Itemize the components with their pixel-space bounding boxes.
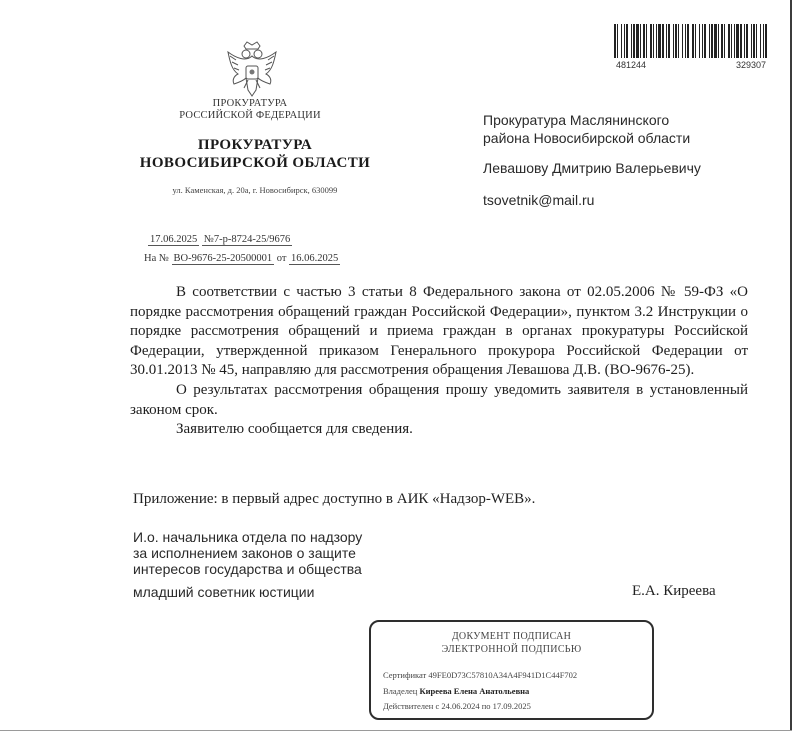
coat-of-arms-icon [224,40,280,100]
barcode-bar [650,24,652,58]
barcode-bar [702,24,703,58]
reference-line [144,253,340,264]
org-name-small-line2: РОССИЙСКОЙ ФЕДЕРАЦИИ [179,110,321,121]
barcode-bar [682,24,683,58]
barcode-bar [633,24,635,58]
attachment-note: Приложение: в первый адрес доступно в АИК «Надзор-WEB». [133,491,536,507]
barcode-bar [695,24,696,58]
registration-date: 17.06.2025 [150,234,198,245]
stamp-owner-value: Киреева Елена Анатольевна [419,686,530,696]
signer-position-line2: за исполнением законов о защите [133,545,356,561]
barcode-bar [760,24,761,58]
barcode-bar [662,24,664,58]
body-paragraph-2: О результатах рассмотрения обращения прошу уведомить заявителя в установленный законом срок. [130,381,748,418]
barcode-bar [673,24,674,58]
stamp-owner-label: Владелец [383,686,418,696]
barcode-bar [653,24,654,58]
barcode-bar [734,24,735,58]
barcode-bar [643,24,645,58]
barcode-bar [617,24,618,58]
stamp-header [371,630,652,656]
barcode-bar [621,24,622,58]
barcode-bar [765,24,767,58]
stamp-certificate-label: Сертификат [383,670,427,680]
barcode-bar [711,24,713,58]
barcode-bar [709,24,710,58]
addressee-email: tsovetnik@mail.ru [483,192,595,208]
barcode-left-number: 481244 [616,60,647,70]
stamp-owner [383,686,529,696]
signer-position-line3: интересов государства и общества [133,561,362,577]
org-name-small-line1: ПРОКУРАТУРА [212,98,288,109]
barcode-bar [763,24,764,58]
org-name-line2: НОВОСИБИРСКОЙ ОБЛАСТИ [139,155,371,171]
barcode-bar [614,24,616,58]
barcode-bar [640,24,641,58]
barcode-bar [626,24,628,58]
barcode-bar [624,24,625,58]
body-paragraph-1: В соответствии с частью 3 статьи 8 Федерального закона от 02.05.2006 № 59-ФЗ «О порядке рассмотрения обращений граждан Российской Федерации», пунктом 3.2 Инструкции о порядке рассмотрения обращений и приема граждан в органах прокуратуры Российской Федерации, утвержденной приказом Генерального прокурора Российской Федерации от 30.01.2013 № 45, направляю для рассмотрения обращения Левашова Д.В. (ВО-9676-25). [130,284,748,379]
signer-rank: младший советник юстиции [133,584,315,600]
barcode-numbers [616,60,766,70]
addressee-line2: района Новосибирской области [483,130,691,146]
barcode-bar [656,24,657,58]
addressee-name: Левашову Дмитрию Валерьевичу [483,160,701,176]
barcode-bar [666,24,667,58]
reference-number: ВО-9676-25-20500001 [173,253,273,264]
barcode-bar [740,24,742,58]
barcode-bar [668,24,670,58]
stamp-header-line2: ЭЛЕКТРОННОЙ ПОДПИСЬЮ [441,644,582,655]
body-paragraph-3: Заявителю сообщается для сведения. [176,421,413,438]
reference-prefix: На № [144,253,169,264]
barcode-bar [744,24,745,58]
reference-from: от [276,253,287,264]
signer-name: Е.А. Киреева [632,583,716,599]
barcode-bar [699,24,700,58]
barcode-bar [753,24,755,58]
stamp-valid-to: 17.09.2025 [492,701,531,711]
e-signature-stamp [369,620,654,720]
barcode-bar [721,24,723,58]
registration-number: №7-р-8724-25/9676 [203,234,291,245]
barcode-bar [751,24,752,58]
letter-body [130,283,748,440]
signer-position-line1: И.о. начальника отдела по надзору [133,529,363,545]
registration-line [148,234,292,245]
addressee-line1: Прокуратура Маслянинского [483,112,670,128]
barcode-bar [731,24,732,58]
barcode-bar [658,24,661,58]
signer-position [133,529,433,577]
stamp-valid-label: Действителен с [383,701,440,711]
stamp-certificate [383,670,577,680]
barcode-bar [714,24,717,58]
stamp-certificate-value: 49FE0D73C57810A34A4F941D1C44F702 [428,670,578,680]
barcode-bar [756,24,757,58]
barcode-bar [646,24,647,58]
barcode-bar [692,24,694,58]
barcode-bar [685,24,686,58]
barcode-bar [687,24,689,58]
barcode-bar [724,24,725,58]
barcode-bar [675,24,677,58]
barcode-bar [736,24,739,58]
barcode-right-number: 329307 [735,60,766,70]
reference-date: 16.06.2025 [291,253,339,264]
org-address: ул. Каменская, д. 20а, г. Новосибирск, 630099 [172,185,338,195]
barcode-bar [728,24,730,58]
stamp-validity [383,701,531,711]
org-name-line1: ПРОКУРАТУРА [197,137,313,153]
barcode-bar [631,24,632,58]
barcode-bar [636,24,639,58]
stamp-valid-to-label: по [481,701,491,711]
barcode-bar [678,24,679,58]
barcode-bar [704,24,706,58]
barcode-bar [718,24,719,58]
barcode-bar [746,24,748,58]
stamp-header-line1: ДОКУМЕНТ ПОДПИСАН [451,631,572,642]
stamp-valid-from: 24.06.2024 [441,701,480,711]
